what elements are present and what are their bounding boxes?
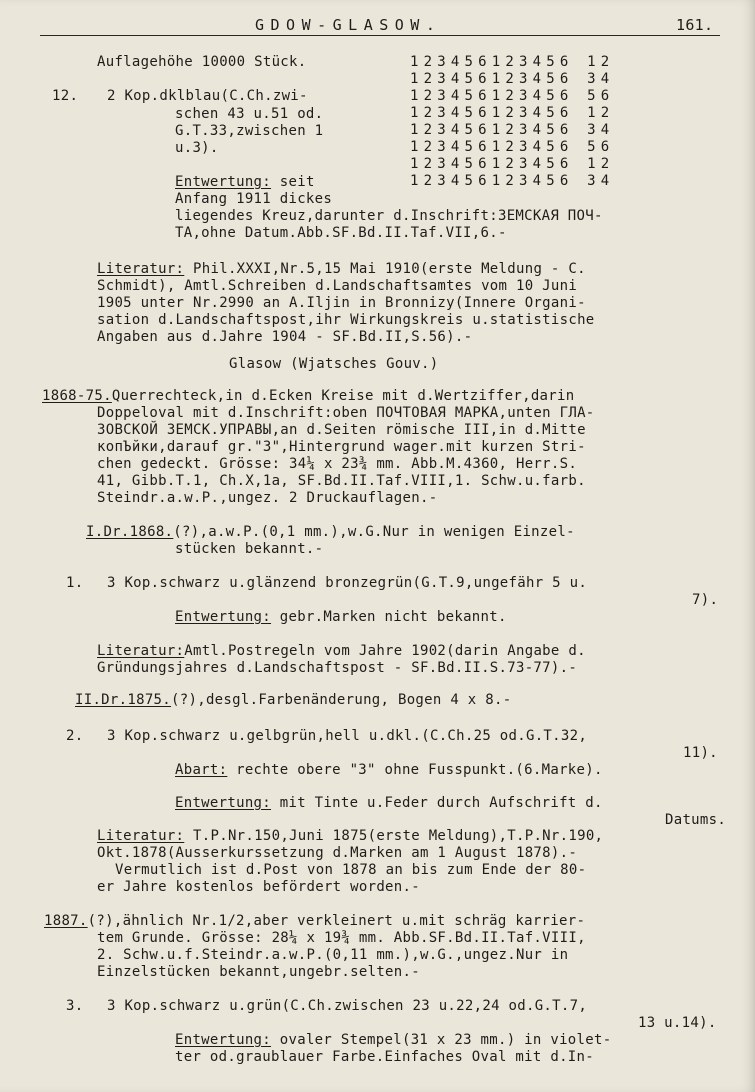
literature-text: Amtl.Postregeln vom Jahre 1902(darin Angabe d.	[184, 643, 586, 659]
stamp-1-line2: 7).	[692, 592, 719, 608]
literature-gdow	[97, 261, 586, 278]
literature-2-line1	[97, 828, 603, 845]
print-2	[75, 692, 511, 709]
cancellation-label: Entwertung:	[175, 609, 272, 625]
stamp-2-number: 2.	[66, 728, 84, 744]
cancellation-text: gebr.Marken nicht bekannt.	[271, 609, 507, 625]
stamp-3-line2: 13 u.14).	[638, 1015, 717, 1031]
stamp-1-line1: 3 Kop.schwarz u.glänzend bronzegrün(G.T.9,ungefähr 5 u.	[107, 575, 588, 591]
stamp-12-line4: u.3).	[175, 140, 219, 156]
print-text: (?),a.w.P.(0,1 mm.),w.G.Nur in wenigen Einzel-	[173, 524, 575, 540]
sheet-digits-row: 123456123456 34	[410, 122, 615, 138]
issue-1887-line3: 2. Schw.u.f.Steindr.a.w.P.(0,11 mm.),w.G.,ungez.Nur in	[97, 947, 569, 963]
running-header-title: GDOW-GLASOW.	[255, 16, 442, 34]
cancellation-label: Entwertung:	[175, 1032, 272, 1048]
header-rule	[40, 35, 720, 36]
stamp-2-variety	[175, 762, 603, 779]
literature-2-line2: Okt.1878(Ausserkurssetzung d.Marken am 1 August 1878).-	[97, 845, 578, 861]
literature-2-line4: er Jahre kostenlos befördert worden.-	[97, 879, 420, 895]
issue-1887-line4: Einzelstücken bekannt,ungebr.selten.-	[97, 964, 420, 980]
literature-text: T.P.Nr.150,Juni 1875(erste Meldung),T.P.Nr.190,	[184, 828, 604, 844]
stamp-12-number: 12.	[52, 88, 79, 104]
literature-gdow-line4: sation d.Landschaftspost,ihr Wirkungskreis u.statistische	[97, 312, 595, 328]
edition-size: Auflagehöhe 10000 Stück.	[97, 54, 307, 70]
literature-label: Literatur:	[97, 643, 185, 659]
issue-description: Querrechteck,in d.Ecken Kreise mit d.Wertziffer,darin	[111, 388, 575, 404]
sheet-digits-row: 123456123456 34	[410, 173, 615, 189]
print-label: II.Dr.1875.	[75, 692, 172, 708]
stamp-12-cancel-line3: liegendes Kreuz,darunter d.Inschrift:ЗЕМСКАЯ ПОЧ-	[175, 208, 603, 224]
literature-text: Phil.XXXI,Nr.5,15 Mai 1910(erste Meldung - C.	[184, 261, 586, 277]
stamp-1-number: 1.	[66, 575, 84, 591]
literature-1-line1	[97, 643, 586, 660]
issue-1868-line5: chen gedeckt. Grösse: 34¼ x 23¾ mm. Abb.M.4360, Herr.S.	[97, 456, 578, 472]
cancellation-text: mit Tinte u.Feder durch Aufschrift d.	[271, 795, 603, 811]
stamp-12-cancel-line4: ТА,ohne Datum.Abb.SF.Bd.II.Taf.VII,6.-	[175, 225, 507, 241]
sheet-digits-row: 123456123456 12	[410, 156, 615, 172]
sheet-digits-row: 123456123456 12	[410, 54, 615, 70]
stamp-3-cancel-line2: ter od.graublauer Farbe.Einfaches Oval mit d.In-	[175, 1049, 594, 1065]
sheet-digits-row: 123456123456 56	[410, 139, 615, 155]
stamp-12-cancel-line2: Anfang 1911 dickes	[175, 191, 333, 207]
stamp-1-cancellation	[175, 609, 507, 626]
stamp-12-cancellation	[175, 174, 315, 191]
print-label: I.Dr.1868.	[86, 524, 174, 540]
issue-1868-line1	[42, 388, 574, 405]
issue-1887-line2: tem Grunde. Grösse: 28¼ x 19¾ mm. Abb.SF.Bd.II.Taf.VIII,	[97, 930, 586, 946]
literature-gdow-line5: Angaben aus d.Jahre 1904 - SF.Bd.II,S.56).-	[97, 329, 473, 345]
cancellation-text: ovaler Stempel(31 x 23 mm.) in violet-	[271, 1032, 612, 1048]
stamp-3-line1: 3 Kop.schwarz u.grün(C.Ch.zwischen 23 u.22,24 od.G.T.7,	[107, 998, 588, 1014]
print-1-line2: stücken bekannt.-	[175, 541, 324, 557]
stamp-2-cancel-line2: Datums.	[665, 812, 727, 828]
issue-date: 1868-75.	[42, 388, 112, 404]
literature-label: Literatur:	[97, 261, 185, 277]
sheet-digits-row: 123456123456 34	[410, 71, 615, 87]
stamp-12-line1: 2 Kop.dklblau(C.Ch.zwi-	[107, 88, 308, 104]
issue-1868-line7: Steindr.a.w.P.,ungez. 2 Druckauflagen.-	[97, 490, 438, 506]
literature-1-line2: Gründungsjahres d.Landschaftspost - SF.Bd.II.S.73-77).-	[97, 660, 578, 676]
stamp-3-number: 3.	[66, 998, 84, 1014]
sheet-digits-row: 123456123456 12	[410, 105, 615, 121]
print-1-line1	[86, 524, 575, 541]
issue-description: (?),ähnlich Nr.1/2,aber verkleinert u.mit schräg karrier-	[87, 913, 586, 929]
stamp-2-line2: 11).	[683, 745, 718, 761]
stamp-12-line2: schen 43 u.51 od.	[175, 106, 324, 122]
cancellation-label: Entwertung:	[175, 174, 272, 190]
section-heading-glasow: Glasow (Wjatsches Gouv.)	[229, 356, 439, 372]
issue-1868-line3: ЗОВСКОЙ ЗЕМСК.УПРАВЫ,an d.Seiten römische III,in d.Mitte	[97, 422, 586, 438]
cancellation-text: seit	[271, 174, 315, 190]
literature-label: Literatur:	[97, 828, 185, 844]
stamp-2-cancellation	[175, 795, 603, 812]
sheet-digits-row: 123456123456 56	[410, 88, 615, 104]
issue-1868-line6: 41, Gibb.T.1, Ch.X,1a, SF.Bd.II.Taf.VIII,1. Schw.u.farb.	[97, 473, 586, 489]
literature-2-line3: Vermutlich ist d.Post von 1878 an bis zum Ende der 80-	[115, 862, 587, 878]
stamp-2-line1: 3 Kop.schwarz u.gelbgrün,hell u.dkl.(C.Ch.25 od.G.T.32,	[107, 728, 588, 744]
print-text: (?),desgl.Farbenänderung, Bogen 4 x 8.-	[171, 692, 512, 708]
variety-label: Abart:	[175, 762, 228, 778]
issue-date: 1887.	[44, 913, 88, 929]
stamp-3-cancellation	[175, 1032, 611, 1049]
issue-1887-line1	[44, 913, 585, 930]
issue-1868-line2: Doppeloval mit d.Inschrift:oben ПОЧТОВАЯ МАРКА,unten ГЛА-	[97, 405, 595, 421]
literature-gdow-line3: 1905 unter Nr.2990 an A.Iljin in Bronnizy(Innere Organi-	[97, 295, 586, 311]
literature-gdow-line2: Schmidt), Amtl.Schreiben d.Landschaftsamtes vom 10 Juni	[97, 278, 578, 294]
stamp-12-line3: G.T.33,zwischen 1	[175, 123, 324, 139]
variety-text: rechte obere "3" ohne Fusspunkt.(6.Marke).	[227, 762, 603, 778]
page-number: 161.	[676, 16, 714, 34]
issue-1868-line4: копЪйки,darauf gr."3",Hintergrund wager.mit kurzen Stri-	[97, 439, 586, 455]
cancellation-label: Entwertung:	[175, 795, 272, 811]
